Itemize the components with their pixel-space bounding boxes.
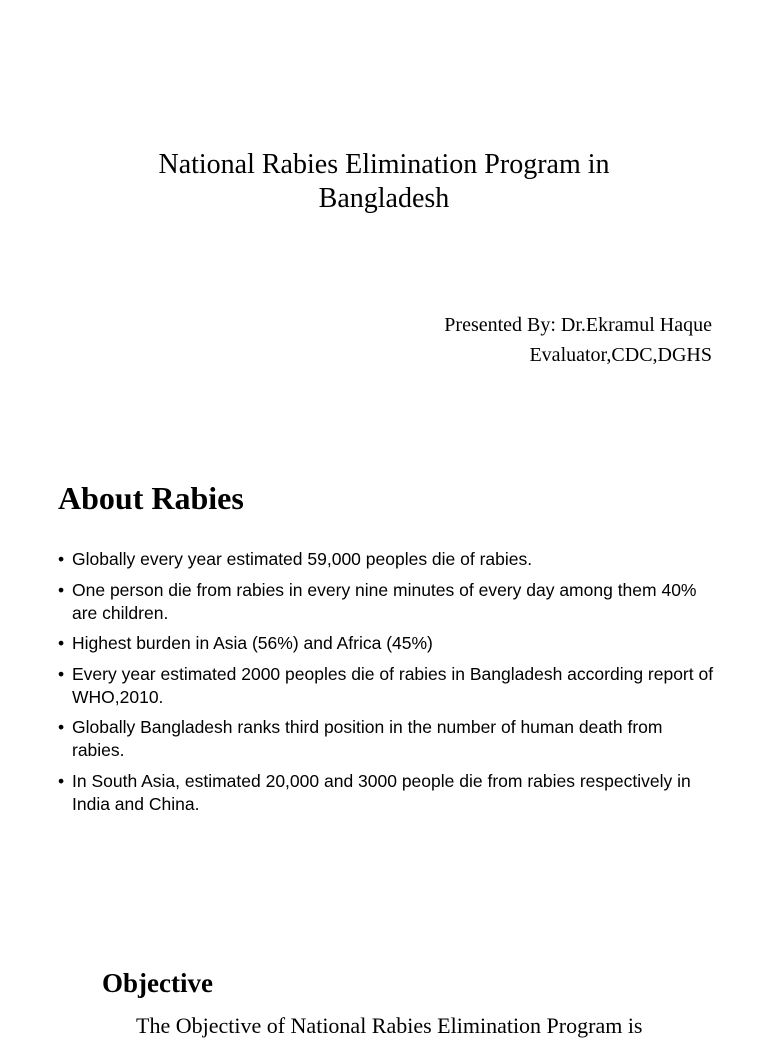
list-item bbox=[58, 579, 718, 625]
bullet-icon: • bbox=[58, 717, 65, 737]
presenter-role: Evaluator,CDC,DGHS bbox=[529, 344, 712, 366]
slide-heading: Objective bbox=[102, 968, 213, 998]
presenter-name: Presented By: Dr.Ekramul Haque bbox=[444, 314, 712, 336]
presentation-title bbox=[100, 148, 668, 216]
presenter-block bbox=[444, 310, 712, 370]
objective-text: The Objective of National Rabies Elimination Program is bbox=[136, 1013, 643, 1038]
list-item bbox=[58, 632, 718, 655]
bullet-icon: • bbox=[58, 770, 65, 791]
bullet-list bbox=[58, 548, 718, 823]
bullet-text: Globally every year estimated 59,000 peoples die of rabies. bbox=[72, 549, 533, 569]
objective-slide bbox=[0, 860, 768, 1038]
list-item bbox=[58, 770, 718, 816]
title-line-1: National Rabies Elimination Program in bbox=[158, 149, 610, 180]
bullet-icon: • bbox=[58, 663, 65, 684]
bullet-text: One person die from rabies in every nine minutes of every day among them 40% are children. bbox=[72, 579, 697, 623]
list-item bbox=[58, 663, 718, 709]
bullet-text: Every year estimated 2000 peoples die of rabies in Bangladesh according report of WHO,2010. bbox=[72, 663, 714, 707]
bullet-text: Globally Bangladesh ranks third position in the number of human death from rabies. bbox=[72, 717, 663, 760]
bullet-icon: • bbox=[58, 633, 65, 653]
title-slide bbox=[0, 0, 768, 430]
list-item bbox=[58, 716, 718, 762]
bullet-icon: • bbox=[58, 579, 65, 600]
about-rabies-slide bbox=[0, 430, 768, 860]
bullet-text: In South Asia, estimated 20,000 and 3000 people die from rabies respectively in India and China. bbox=[72, 770, 691, 814]
slide-heading: About Rabies bbox=[58, 480, 244, 516]
list-item bbox=[58, 548, 718, 571]
bullet-icon: • bbox=[58, 549, 65, 569]
title-line-2: Bangladesh bbox=[318, 183, 450, 214]
bullet-text: Highest burden in Asia (56%) and Africa (45%) bbox=[72, 633, 433, 653]
